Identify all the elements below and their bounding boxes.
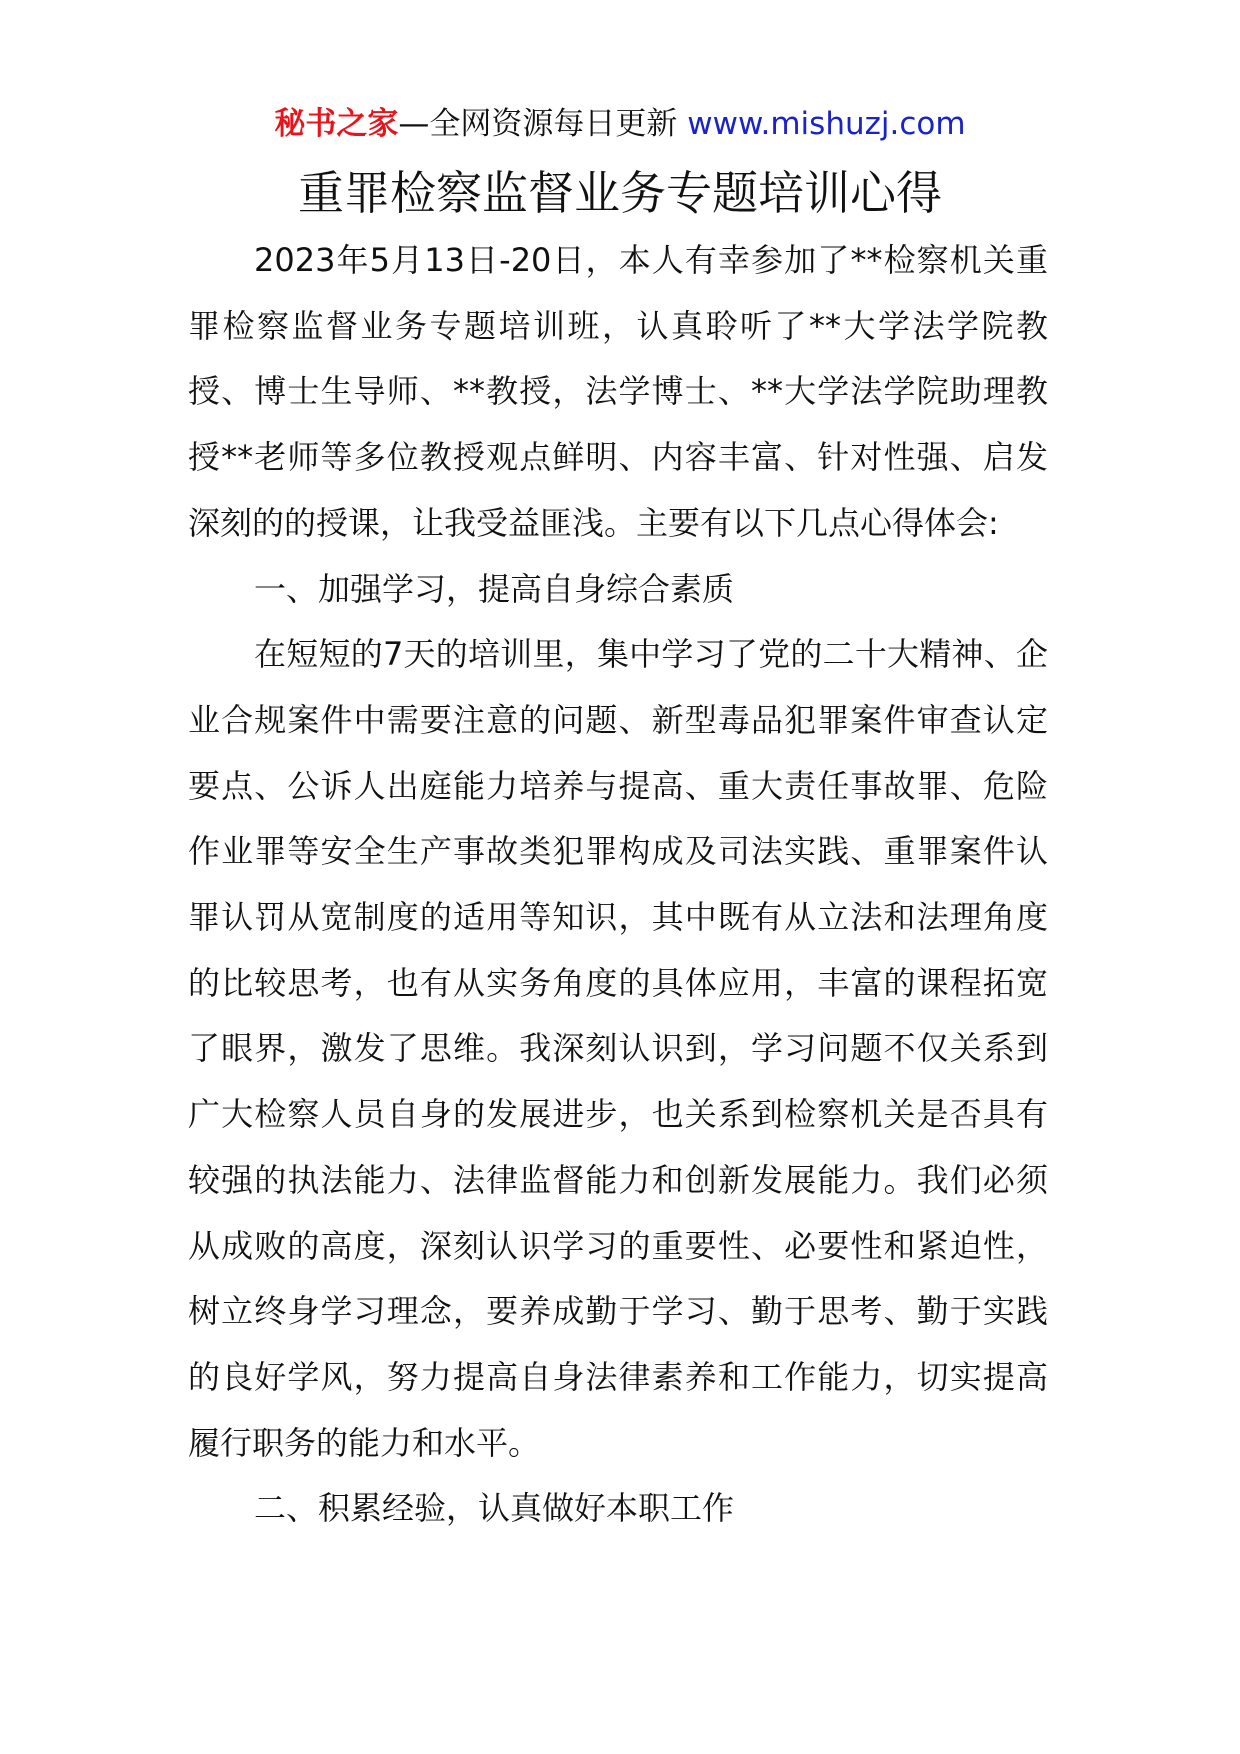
section-heading-2: 二、积累经验，认真做好本职工作 [254, 1489, 735, 1528]
document-title: 重罪检察监督业务专题培训心得 [298, 166, 942, 220]
section-1-paragraph: 在短短的7天的培训里，集中学习了党的二十大精神、企业合规案件中需要注意的问题、新型毒品犯罪案件审查认定要点、公诉人出庭能力培养与提高、重大责任事故罪、危险作业罪等安全生产事故类犯罪构成及司法实践、重罪案件认罪认罚从宽制度的适用等知识，其中既有从立法和法理角度的比较思考，也有从实务角度的具体应用，丰富的课程拓宽了眼界，激发了思维。我深刻认识到，学习问题不仅关系到广大检察人员自身的发展进步，也关系到检察机关是否具有较强的执法能力、法律监督能力和创新发展能力。我们必须从成败的高度，深刻认识学习的重要性、必要性和紧迫性，树立终身学习理念，要养成勤于学习、勤于思考、勤于实践的良好学风，努力提高自身法律素养和工作能力，切实提高履行职务的能力和水平。 [188, 635, 1048, 1462]
brand-name: 秘书之家 [274, 106, 399, 142]
site-header [0, 100, 1240, 148]
header-tagline: —全网资源每日更新 [398, 106, 678, 142]
site-url-link[interactable]: www.mishuzj.com [687, 106, 966, 142]
document-body [188, 228, 1048, 1542]
intro-paragraph: 2023年5月13日-20日，本人有幸参加了**检察机关重罪检察监督业务专题培训班，认真聆听了**大学法学院教授、博士生导师、**教授，法学博士、**大学法学院助理教授**老师等多位教授观点鲜明、内容丰富、针对性强、启发深刻的的授课，让我受益匪浅。主要有以下几点心得体会: [188, 241, 1048, 542]
section-heading-1: 一、加强学习，提高自身综合素质 [254, 569, 735, 608]
